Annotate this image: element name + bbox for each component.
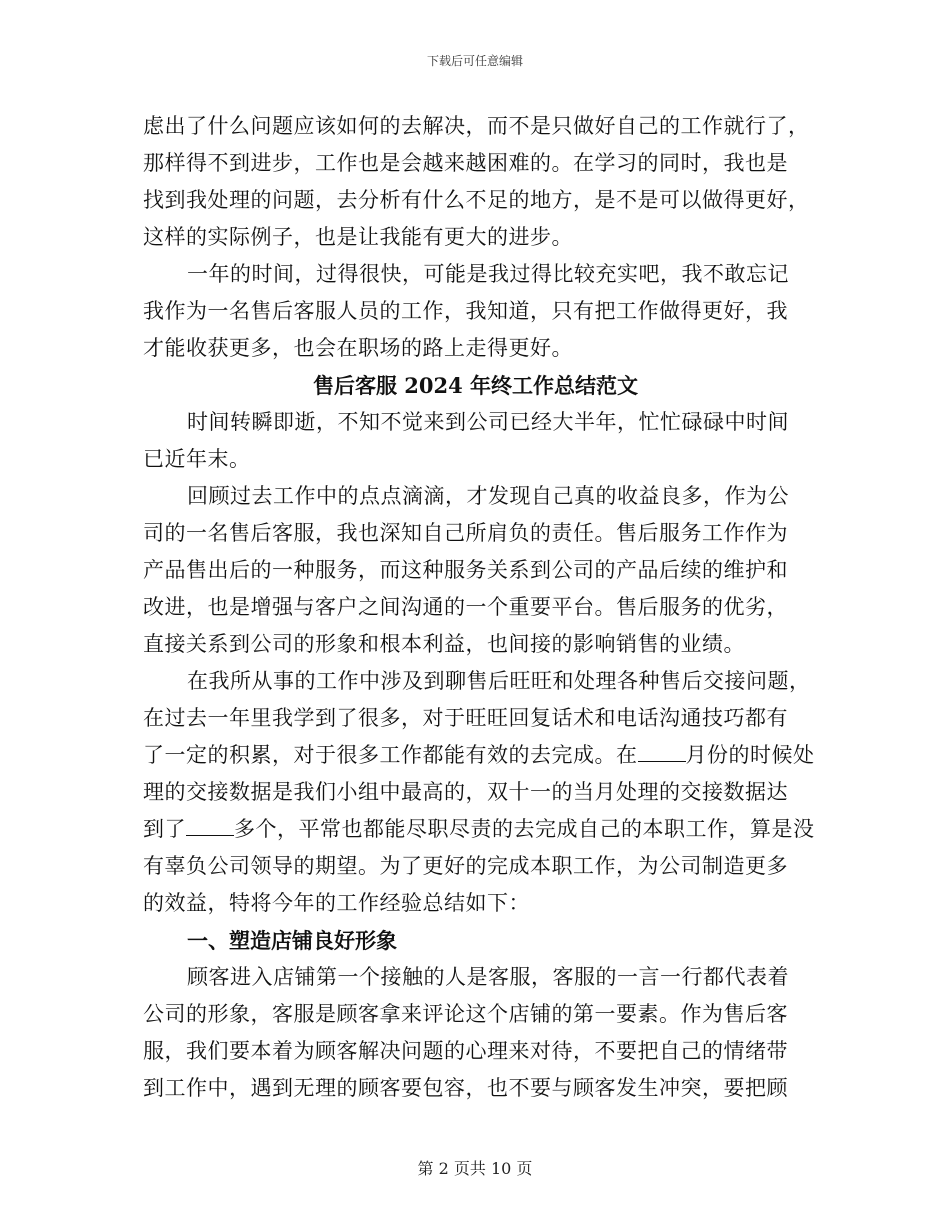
text-line: 这样的实际例子，也是让我能有更大的进步。 xyxy=(143,225,573,249)
text-line: 才能收获更多，也会在职场的路上走得更好。 xyxy=(143,336,573,360)
text-segment: 了一定的积累，对于很多工作都能有效的去完成。在 xyxy=(143,743,638,767)
document-content xyxy=(143,108,815,1107)
text-line: 那样得不到进步，工作也是会越来越困难的。在学习的同时，我也是 xyxy=(143,151,788,175)
fill-in-blank xyxy=(638,741,686,762)
text-line: 直接关系到公司的形象和根本利益，也间接的影响销售的业绩。 xyxy=(143,632,745,656)
intro-paragraph-1 xyxy=(143,108,808,256)
text-line: 我作为一名售后客服人员的工作，我知道，只有把工作做得更好，我 xyxy=(143,299,788,323)
text-line xyxy=(143,811,815,848)
text-line xyxy=(143,737,815,774)
text-line: 找到我处理的问题，去分析有什么不足的地方，是不是可以做得更好， xyxy=(143,188,810,212)
text-line: 已近年末。 xyxy=(143,447,251,471)
text-line: 的效益，特将今年的工作经验总结如下： xyxy=(143,891,530,915)
text-line: 顾客进入店铺第一个接触的人是客服，客服的一言一行都代表着 xyxy=(187,965,789,989)
document-title: 售后客服 2024 年终工作总结范文 xyxy=(312,373,639,398)
text-line: 到工作中，遇到无理的顾客要包容，也不要与顾客发生冲突，要把顾 xyxy=(143,1076,788,1100)
text-line: 理的交接数据是我们小组中最高的，双十一的当月处理的交接数据达 xyxy=(143,780,788,804)
body-paragraph-4 xyxy=(143,959,808,1107)
page-footer: 第 2 页共 10 页 xyxy=(417,1159,533,1178)
text-segment: 多个，平常也都能尽职尽责的去完成自己的本职工作，算是没 xyxy=(234,817,815,841)
body-paragraph-3 xyxy=(143,663,815,922)
text-line: 回顾过去工作中的点点滴滴，才发现自己真的收益良多，作为公 xyxy=(187,484,789,508)
text-line: 在我所从事的工作中涉及到聊售后旺旺和处理各种售后交接问题， xyxy=(187,669,811,693)
body-paragraph-2 xyxy=(143,478,808,663)
text-segment: 月份的时候处 xyxy=(685,743,815,767)
text-line: 虑出了什么问题应该如何的去解决，而不是只做好自己的工作就行了， xyxy=(143,114,810,138)
text-line: 一年的时间，过得很快，可能是我过得比较充实吧，我不敢忘记 xyxy=(187,262,789,286)
text-line: 服，我们要本着为顾客解决问题的心理来对待，不要把自己的情绪带 xyxy=(143,1039,788,1063)
text-line: 产品售出后的一种服务，而这种服务关系到公司的产品后续的维护和 xyxy=(143,558,788,582)
text-line: 改进，也是增强与客户之间沟通的一个重要平台。售后服务的优劣， xyxy=(143,595,788,619)
text-line: 司的一名售后客服，我也深知自己所肩负的责任。售后服务工作作为 xyxy=(143,521,788,545)
body-paragraph-1 xyxy=(143,404,808,478)
text-line: 有辜负公司领导的期望。为了更好的完成本职工作，为公司制造更多 xyxy=(143,854,788,878)
text-line: 公司的形象，客服是顾客拿来评论这个店铺的第一要素。作为售后客 xyxy=(143,1002,788,1026)
section-heading: 一、塑造店铺良好形象 xyxy=(187,928,397,953)
text-line: 时间转瞬即逝，不知不觉来到公司已经大半年，忙忙碌碌中时间 xyxy=(187,410,789,434)
intro-paragraph-2 xyxy=(143,256,808,367)
text-segment: 到了 xyxy=(143,817,186,841)
fill-in-blank xyxy=(186,815,234,836)
text-line: 在过去一年里我学到了很多，对于旺旺回复话术和电话沟通技巧都有 xyxy=(143,706,788,730)
page-header: 下载后可任意编辑 xyxy=(426,54,523,68)
